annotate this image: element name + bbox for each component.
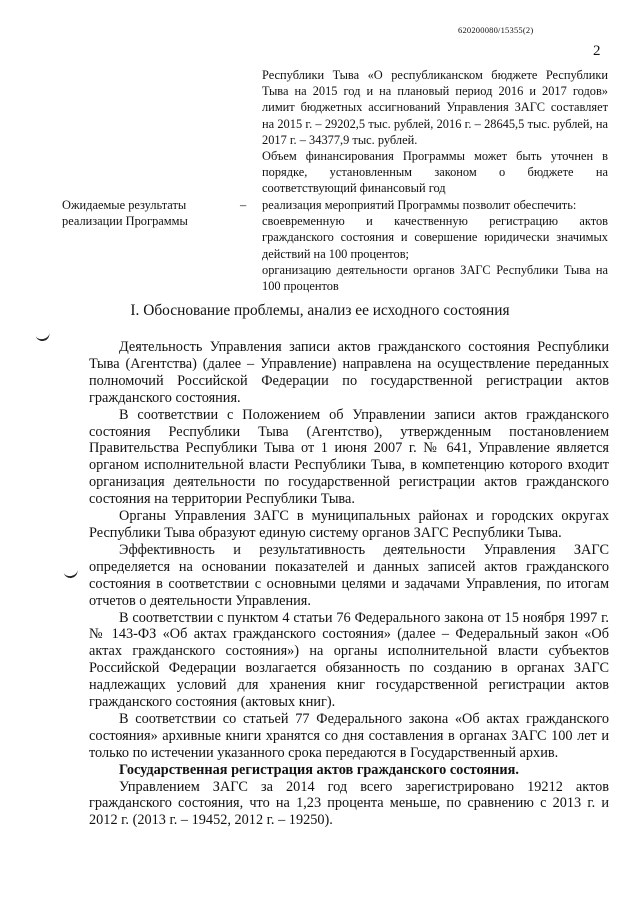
financing-continuation <box>262 67 608 197</box>
paragraph-statistics: Управлением ЗАГС за 2014 год всего зарегистрировано 19212 актов гражданского состояния, что на 1,23 процента меньше, по сравнению с 2013 г. и 2012 г. (2013 г. – 19452, 2012 г. – 19250). <box>89 778 609 829</box>
subheading-registration: Государственная регистрация актов гражданского состояния. <box>119 761 519 778</box>
paragraph-bodies: Органы Управления ЗАГС в муниципальных районах и городских округах Республики Тыва образуют единую систему органов ЗАГС Республики Тыва. <box>89 508 609 541</box>
page-number: 2 <box>593 43 601 59</box>
results-content <box>262 197 608 294</box>
results-intro: реализация мероприятий Программы позволит обеспечить: <box>262 198 577 212</box>
paragraph-federal-law: В соответствии с пунктом 4 статьи 76 Федерального закона от 15 ноября 1997 г. № 143-ФЗ «Об актах гражданского состояния» (далее – Федеральный закон «Об актах гражданского состояния») на органы исполнительной власти субъектов Российской Федерации возлагается обязанность по созданию в органах ЗАГС надлежащих условий для хранения книг государственной регистрации актов гражданского состояния (актовых книг). <box>89 609 609 711</box>
document-id: 620200080/15355(2) <box>458 25 534 35</box>
financing-note: Объем финансирования Программы может быть уточнен в порядке, установленным законом о бюджете на соответствующий финансовый год <box>262 149 608 196</box>
paragraph-archive: В соответствии со статьей 77 Федерального закона «Об актах гражданского состояния» архивные книги хранятся со дня составления в органах ЗАГС 100 лет и только по истечении указанного срока передаются в Государственный архив. <box>89 710 609 761</box>
paragraph-activity: Деятельность Управления записи актов гражданского состояния Республики Тыва (Агентства) (далее – Управление) направлена на осуществление переданных полномочий Российской Федерации по государственной регистрации актов гражданского состояния. <box>89 339 609 406</box>
paragraph-effectiveness: Эффективность и результативность деятельности Управления ЗАГС определяется на основании показателей и данных записей актов гражданского состояния в соответствии с основными целями и задачами Управления, по итогам отчетов о деятельности Управления. <box>89 541 609 609</box>
results-item-organization: организацию деятельности органов ЗАГС Республики Тыва на 100 процентов <box>262 262 608 294</box>
paragraph-regulation: В соответствии с Положением об Управлении записи актов гражданского состояния Республики Тыва (Агентство), утвержденным постановлением Правительства Республики Тыва от 1 июня 2007 г. № 641, Управление является органом исполнительной власти Республики Тыва, в компетенцию которого входит организация деятельности по государственной регистрации актов гражданского состояния на территории Республики Тыва. <box>89 406 609 508</box>
margin-mark-1 <box>35 332 50 343</box>
margin-mark-2 <box>63 569 78 579</box>
results-label: Ожидаемые результаты реализации Программы <box>62 198 188 229</box>
results-dash: – <box>240 198 247 212</box>
results-item-registration: своевременную и качественную регистрацию актов гражданского состояния и совершение юридически значимых действий на 100 процентов; <box>262 214 608 261</box>
body-text <box>89 339 609 829</box>
section-title: I. Обоснование проблемы, анализ ее исходного состояния <box>130 302 510 319</box>
financing-text: Республики Тыва «О республиканском бюджете Республики Тыва на 2015 год и на плановый период 2016 и 2017 годов» лимит бюджетных ассигнований Управления ЗАГС составляет на 2015 г. – 29202,5 тыс. рублей, 2016 г. – 28645,5 тыс. рублей, на 2017 г. – 34377,9 тыс. рублей. <box>262 68 608 147</box>
